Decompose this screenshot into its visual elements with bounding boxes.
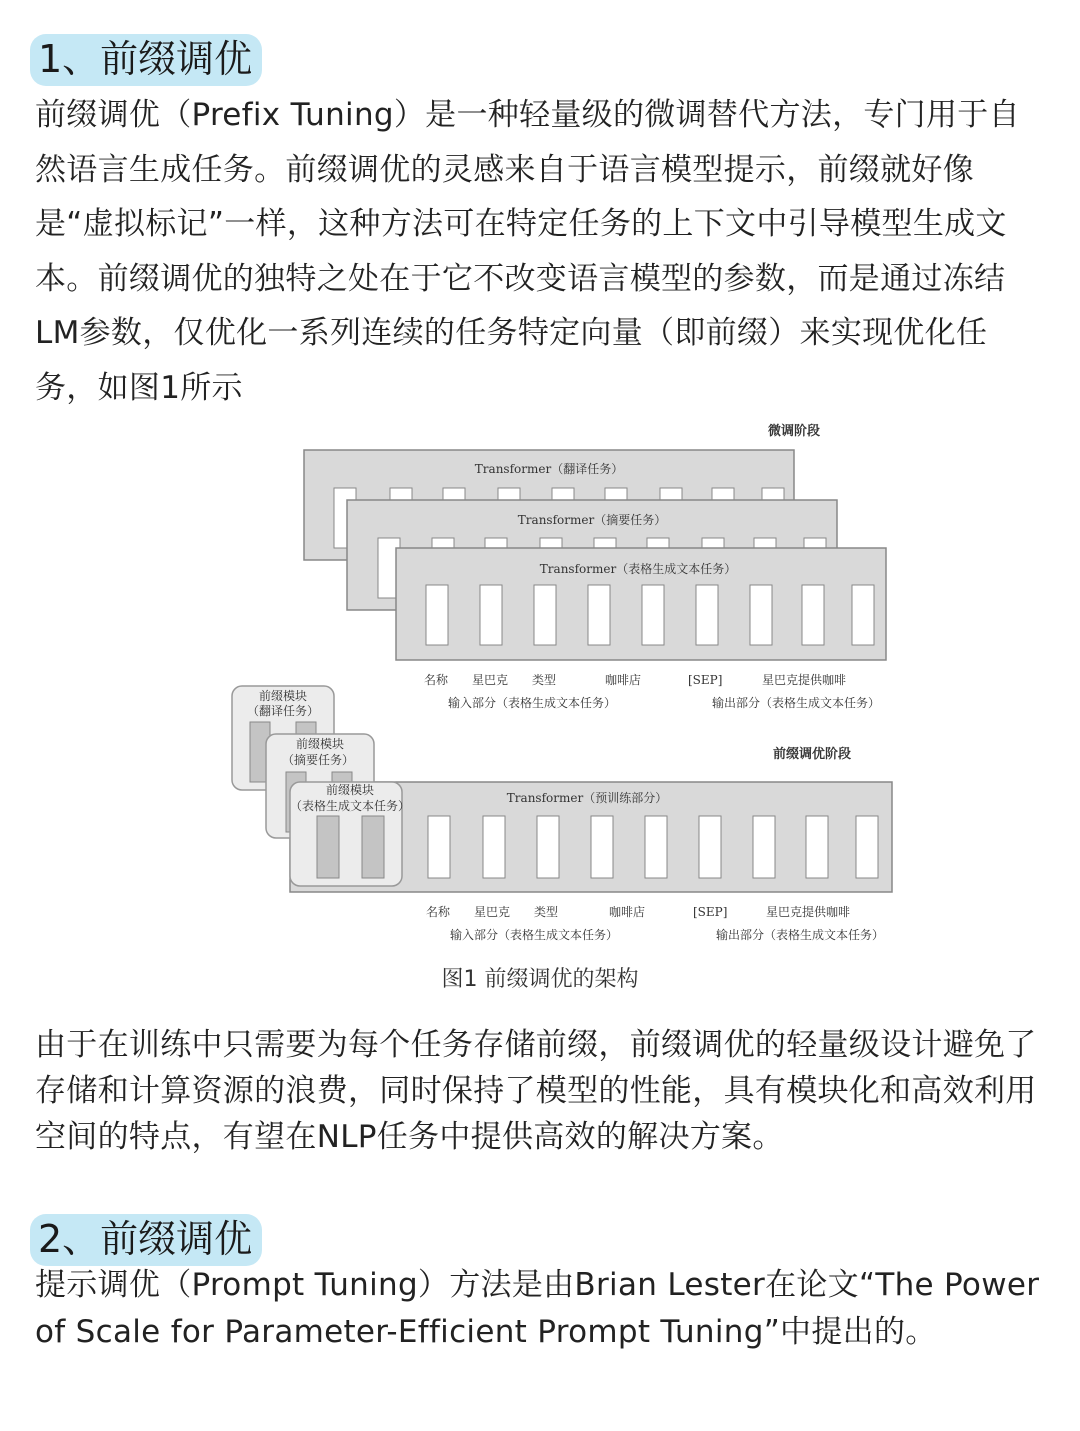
token-sep-top: [SEP]: [688, 673, 723, 687]
figure-caption: 图1 前缀调优的架构: [441, 967, 639, 992]
section1-paragraph1: 前缀调优（Prefix Tuning）是一种轻量级的微调替代方法，专门用于自然语言生成任务。前缀调优的灵感来自于语言模型提示，前缀就好像是“虚拟标记”一样，这种方法可在特定任务的上下文中引导模型生成文本。前缀调优的独特之处在于它不改变语言模型的参数，而是通过冻结LM参数，仅优化一系列连续的任务特定向量（即前缀）来实现优化任务，如图1所示: [35, 97, 1020, 406]
transformer-translate-label: Transformer（翻译任务）: [474, 462, 624, 476]
transformer-pretrain-label: Transformer（预训练部分）: [506, 791, 668, 805]
token-type-bottom: 类型: [534, 905, 559, 919]
token-cafe-top: 咖啡店: [605, 673, 642, 687]
prefix-module-table-title: 前缀模块: [325, 783, 375, 797]
prefix-module-translate-task: （翻译任务）: [246, 704, 320, 718]
token-name-top: 名称: [424, 673, 449, 687]
token-sep-bottom: [SEP]: [693, 905, 728, 919]
output-label-bottom: 输出部分（表格生成文本任务）: [716, 928, 885, 942]
stage-prefix-label: 前缀调优阶段: [773, 747, 852, 762]
section2-heading: 2、前缀调优: [30, 1214, 262, 1266]
prefix-module-table: [290, 782, 410, 886]
transformer-table-block: [396, 548, 886, 660]
token-cafe-bottom: 咖啡店: [609, 905, 646, 919]
token-starbucks-bottom: 星巴克: [474, 905, 511, 919]
transformer-table-label: Transformer（表格生成文本任务）: [539, 562, 737, 576]
token-output-top: 星巴克提供咖啡: [762, 673, 847, 687]
section1-heading: 1、前缀调优: [30, 34, 262, 86]
prefix-tuning-architecture-figure: [0, 410, 1080, 942]
transformer-summary-label: Transformer（摘要任务）: [517, 513, 667, 527]
token-output-bottom: 星巴克提供咖啡: [766, 905, 851, 919]
section1-paragraph2: 由于在训练中只需要为每个任务存储前缀，前缀调优的轻量级设计避免了存储和计算资源的浪费，同时保持了模型的性能，具有模块化和高效利用空间的特点，有望在NLP任务中提供高效的解决方案。: [35, 1027, 1037, 1155]
prefix-module-table-task: （表格生成文本任务）: [289, 799, 411, 813]
token-type-top: 类型: [532, 673, 557, 687]
input-label-top: 输入部分（表格生成文本任务）: [448, 696, 617, 710]
stage-finetune-label: 微调阶段: [768, 424, 821, 439]
prefix-module-summary-task: （摘要任务）: [281, 753, 355, 767]
section2-paragraph: 提示调优（Prompt Tuning）方法是由Brian Lester在论文“The Power of Scale for Parameter-Efficient Prompt Tuning”中提出的。: [35, 1267, 1040, 1350]
token-name-bottom: 名称: [426, 905, 451, 919]
token-starbucks-top: 星巴克: [472, 673, 509, 687]
prefix-module-summary-title: 前缀模块: [295, 737, 345, 751]
prefix-module-translate-title: 前缀模块: [258, 689, 308, 703]
input-label-bottom: 输入部分（表格生成文本任务）: [450, 928, 619, 942]
output-label-top: 输出部分（表格生成文本任务）: [712, 696, 881, 710]
